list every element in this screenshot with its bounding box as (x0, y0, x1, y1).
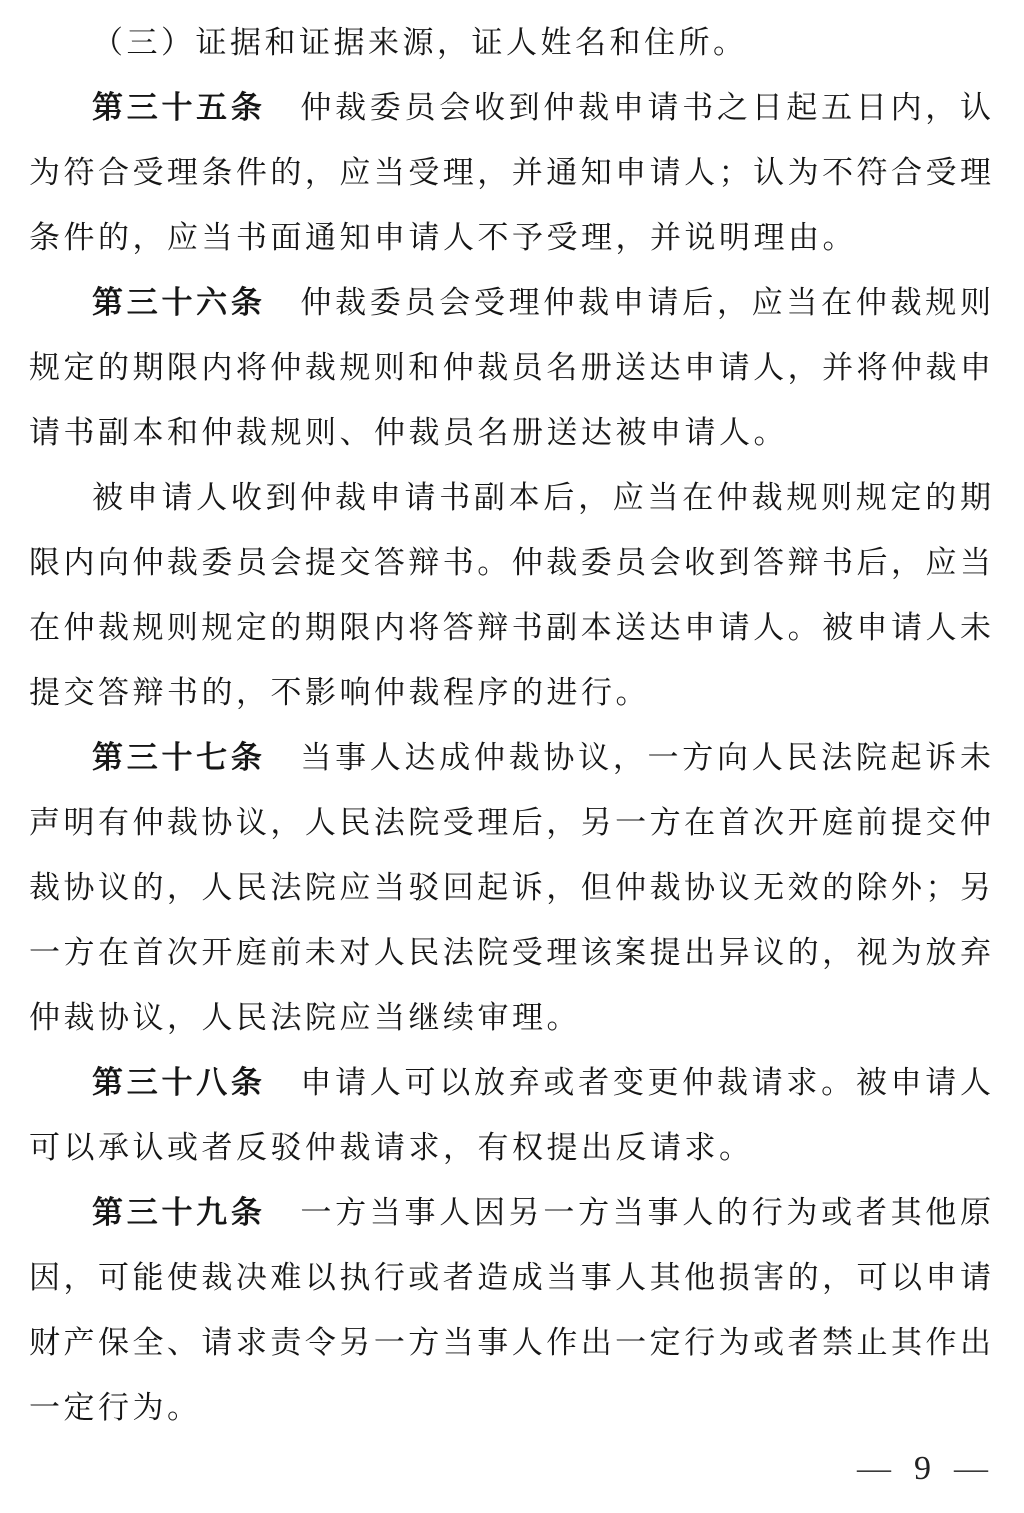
article-number: 第三十六条 (92, 285, 266, 320)
line-text: （三）证据和证据来源，证人姓名和住所。 (92, 25, 748, 60)
text-line (29, 1375, 991, 1440)
line-text: 一定行为。 (29, 1390, 202, 1425)
article-number: 第三十五条 (92, 90, 266, 125)
line-text: 当事人达成仲裁协议，一方向人民法院起诉未 (300, 740, 992, 775)
line-text: 裁协议的，人民法院应当驳回起诉，但仲裁协议无效的除外；另 (29, 870, 991, 905)
text-line (29, 400, 991, 465)
text-line (29, 465, 991, 530)
text-line (29, 270, 991, 335)
text-line (29, 10, 991, 75)
line-text: 财产保全、请求责令另一方当事人作出一定行为或者禁止其作出 (29, 1325, 991, 1360)
text-line (29, 660, 991, 725)
line-text: 一方当事人因另一方当事人的行为或者其他原 (300, 1195, 992, 1230)
text-line (29, 790, 991, 855)
line-text: 为符合受理条件的，应当受理，并通知申请人；认为不符合受理 (29, 155, 991, 190)
line-text: 规定的期限内将仲裁规则和仲裁员名册送达申请人，并将仲裁申 (29, 350, 991, 385)
text-line (29, 985, 991, 1050)
text-line (29, 855, 991, 920)
text-line (29, 140, 991, 205)
text-line (29, 725, 991, 790)
text-line (29, 920, 991, 985)
line-text: 限内向仲裁委员会提交答辩书。仲裁委员会收到答辩书后，应当 (29, 545, 991, 580)
line-text: 声明有仲裁协议，人民法院受理后，另一方在首次开庭前提交仲 (29, 805, 991, 840)
line-text: 仲裁协议，人民法院应当继续审理。 (29, 1000, 581, 1035)
footer-dash-left: — (857, 1450, 891, 1487)
article-number: 第三十七条 (92, 740, 266, 775)
page-number: 9 (914, 1450, 931, 1487)
text-line (29, 1245, 991, 1310)
line-text: 条件的，应当书面通知申请人不予受理，并说明理由。 (29, 220, 857, 255)
text-line (29, 530, 991, 595)
text-line (29, 335, 991, 400)
article-gap (266, 285, 301, 320)
line-text: 提交答辩书的，不影响仲裁程序的进行。 (29, 675, 650, 710)
text-line (29, 1115, 991, 1180)
article-gap (266, 1065, 301, 1100)
article-gap (266, 90, 301, 125)
article-gap (266, 1195, 301, 1230)
text-line (29, 205, 991, 270)
line-text: 在仲裁规则规定的期限内将答辩书副本送达申请人。被申请人未 (29, 610, 991, 645)
text-line (29, 595, 991, 660)
line-text: 申请人可以放弃或者变更仲裁请求。被申请人 (300, 1065, 992, 1100)
line-text: 仲裁委员会受理仲裁申请后，应当在仲裁规则 (300, 285, 992, 320)
line-text: 被申请人收到仲裁申请书副本后，应当在仲裁规则规定的期 (92, 480, 991, 515)
footer-dash-right: — (954, 1450, 988, 1487)
page-footer (857, 1444, 988, 1494)
text-line (29, 1310, 991, 1375)
line-text: 可以承认或者反驳仲裁请求，有权提出反请求。 (29, 1130, 754, 1165)
article-number: 第三十九条 (92, 1195, 266, 1230)
document-lines (29, 10, 991, 1440)
line-text: 一方在首次开庭前未对人民法院受理该案提出异议的，视为放弃 (29, 935, 991, 970)
line-text: 因，可能使裁决难以执行或者造成当事人其他损害的，可以申请 (29, 1260, 991, 1295)
line-text: 请书副本和仲裁规则、仲裁员名册送达被申请人。 (29, 415, 788, 450)
line-text: 仲裁委员会收到仲裁申请书之日起五日内，认 (300, 90, 992, 125)
article-gap (266, 740, 301, 775)
article-number: 第三十八条 (92, 1065, 266, 1100)
text-line (29, 1050, 991, 1115)
text-line (29, 75, 991, 140)
text-line (29, 1180, 991, 1245)
